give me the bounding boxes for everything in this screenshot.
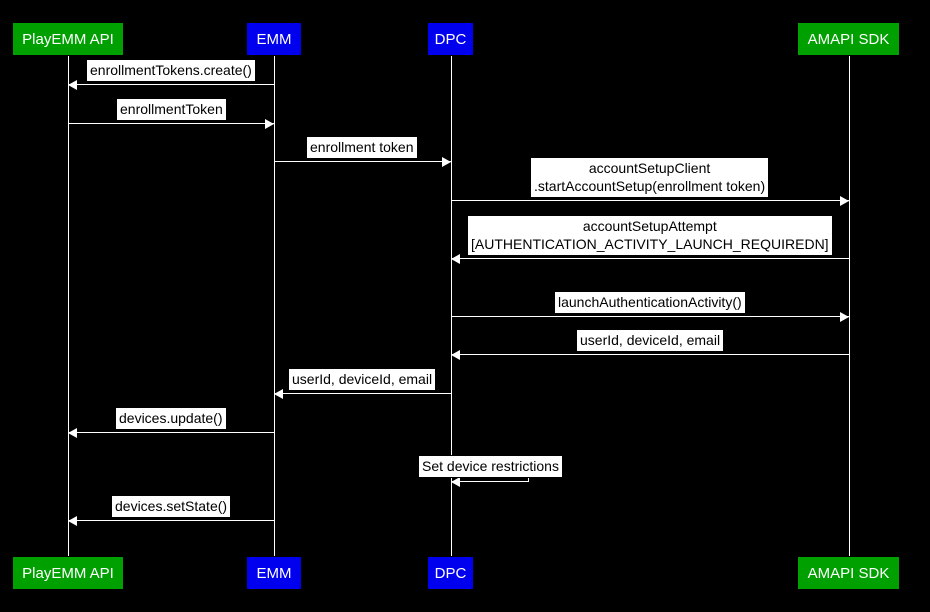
message-line-m9	[68, 432, 274, 433]
actor-label: EMM	[256, 30, 292, 48]
message-label-m8: userId, deviceId, email	[288, 368, 436, 391]
message-line-m1	[68, 84, 274, 85]
message-label-m9: devices.update()	[115, 407, 227, 430]
arrow-head	[840, 312, 849, 322]
message-line-m5	[451, 258, 849, 259]
message-label-m4: accountSetupClient .startAccountSetup(enrollment token)	[530, 157, 769, 198]
actor-dpc-bottom	[427, 556, 474, 590]
arrow-head	[451, 350, 460, 360]
actor-label: AMAPI SDK	[807, 564, 890, 582]
arrow-head	[68, 80, 77, 90]
actor-dpc-top	[427, 22, 474, 56]
message-label-m5: accountSetupAttempt [AUTHENTICATION_ACTIVITY_LAUNCH_REQUIREDN]	[467, 215, 833, 256]
arrow-head	[68, 516, 77, 526]
actor-label: DPC	[434, 30, 467, 48]
message-line-m3	[274, 161, 451, 162]
message-label-m10: Set device restrictions	[418, 455, 563, 478]
arrow-head	[274, 389, 283, 399]
actor-label: AMAPI SDK	[807, 30, 890, 48]
message-label-m1: enrollmentTokens.create()	[86, 59, 256, 82]
actor-label: EMM	[256, 564, 292, 582]
actor-amapi-top	[797, 22, 900, 56]
arrow-head	[451, 254, 460, 264]
message-line-m2	[68, 123, 274, 124]
message-line-m11	[68, 520, 274, 521]
arrow-head	[265, 119, 274, 129]
message-label-m2: enrollmentToken	[116, 98, 227, 121]
message-line-m6	[451, 316, 849, 317]
arrow-head	[68, 428, 77, 438]
actor-label: PlayEMM API	[22, 564, 114, 582]
lifeline-playemm	[68, 56, 69, 556]
actor-emm-top	[246, 22, 302, 56]
lifeline-amapi	[849, 56, 850, 556]
actor-playemm-bottom	[12, 556, 124, 590]
message-label-m11: devices.setState()	[111, 495, 231, 518]
actor-playemm-top	[12, 22, 124, 56]
arrow-head	[840, 196, 849, 206]
message-label-m6: launchAuthenticationActivity()	[554, 291, 746, 314]
message-line-m7	[451, 354, 849, 355]
arrow-head	[451, 477, 460, 487]
actor-emm-bottom	[246, 556, 302, 590]
actor-label: PlayEMM API	[22, 30, 114, 48]
actor-label: DPC	[434, 564, 467, 582]
message-label-m7: userId, deviceId, email	[576, 329, 724, 352]
message-label-m3: enrollment token	[306, 136, 418, 159]
arrow-head	[442, 157, 451, 167]
lifeline-emm	[274, 56, 275, 556]
message-line-m8	[274, 393, 451, 394]
message-line-m4	[451, 200, 849, 201]
actor-amapi-bottom	[797, 556, 900, 590]
